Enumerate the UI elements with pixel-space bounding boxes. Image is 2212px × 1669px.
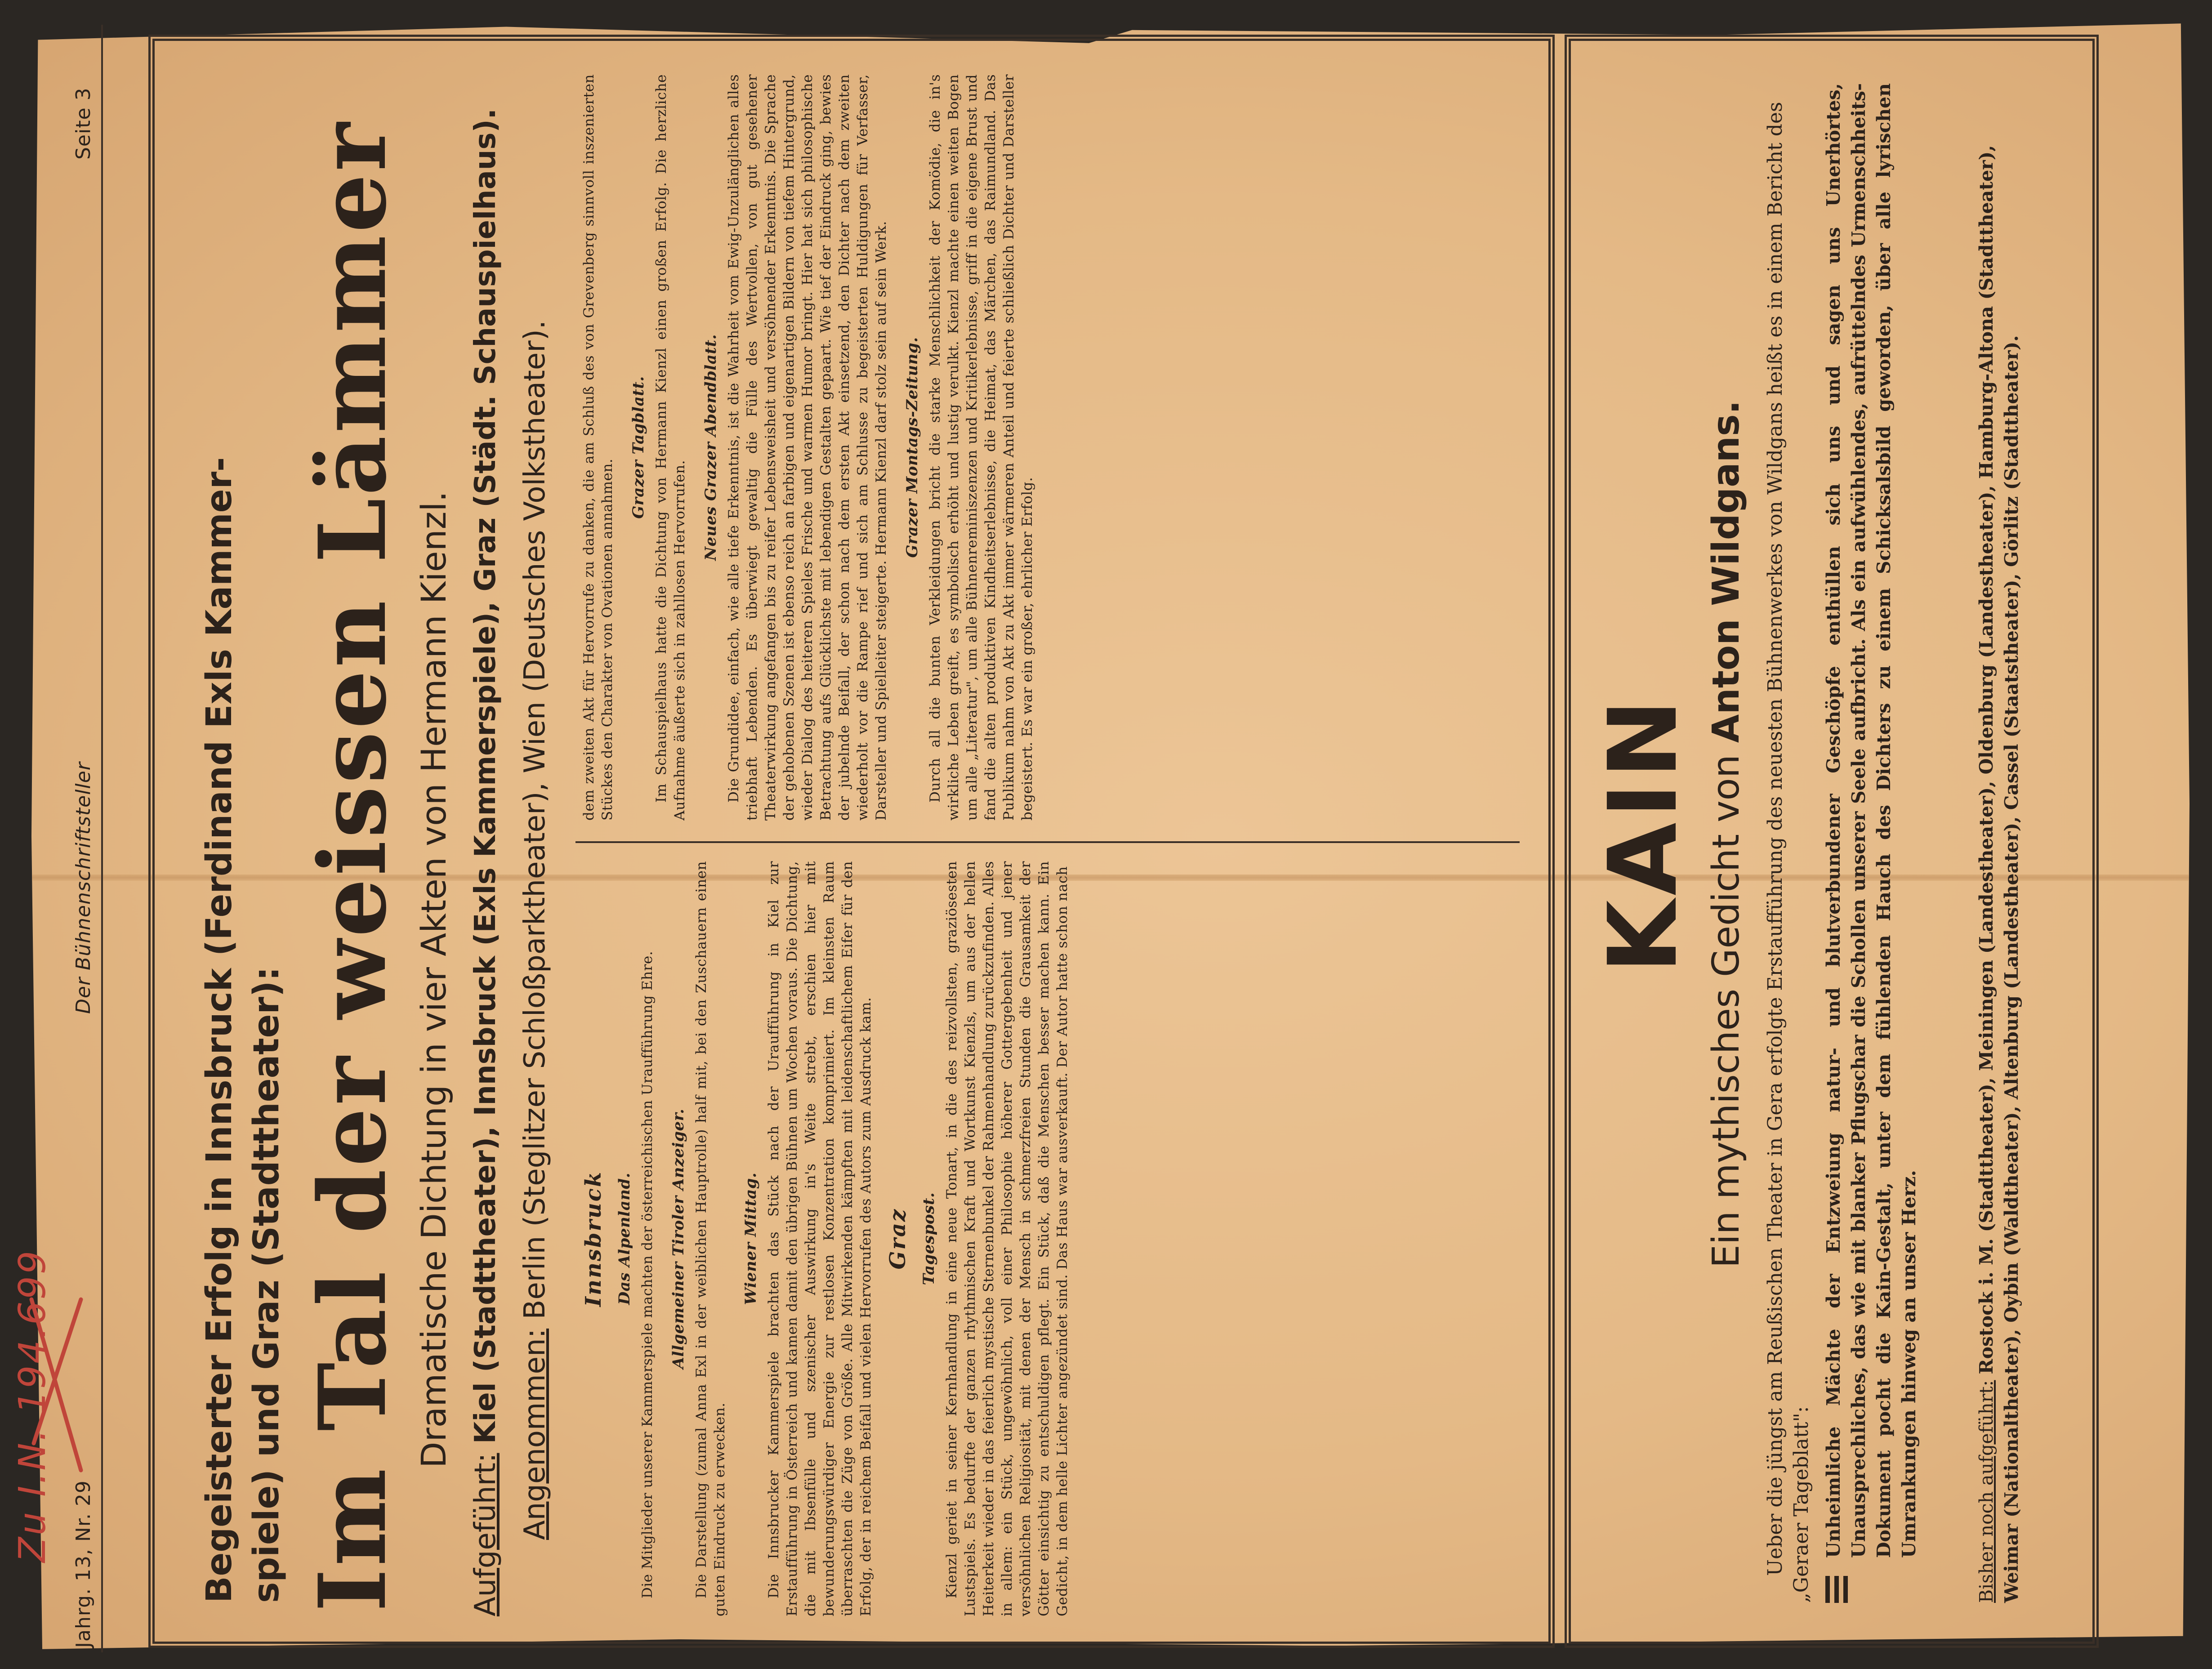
source-neues-grazer-abendblatt: Neues Grazer Abendblatt. [702,334,720,561]
source-alpenland: Das Alpenland. [615,1172,633,1305]
city-innsbruck: Innsbruck [581,1170,606,1307]
review-tagespost-continued: dem zweiten Akt für Hervorrufe zu danken, die am Schluß des von Grevenberg sinnvoll inszenierten Stückes den Charakter von Ovationen annahmen. [581,74,615,821]
city-graz: Graz [885,1208,910,1270]
source-grazer-montags-zeitung: Grazer Montags-Zeitung. [903,337,921,558]
source-tagespost: Tagespost. [920,1192,938,1285]
performed-label: Aufgeführt: [469,1453,502,1616]
reviews-right-column [580,74,1524,821]
reviews-left-column [571,861,1524,1616]
lead-line-2: spiele) und Graz (Stadttheater): [246,967,287,1603]
performed-text: Kiel (Stadttheater), Innsbruck (Exls Kammerspiele), Graz (Städt. Schauspielhaus). [469,108,502,1444]
rotated-page-content [0,2,2212,1666]
issue-number: Jahrg. 13, Nr. 29 [72,1480,95,1648]
archive-handwritten-note: Zu I.N. 194.699 [11,1249,54,1562]
review-grazer-montags-zeitung: Durch all die bunten Verkleidungen bricht die starke Menschlichkeit der Komödie, die in's wirkliche Leben greift, es symbolisch erhöht und lustig verulkt. Kienzl machte einen weiten Bogen um alle „Literatur", um alle Bühnenreminiszenzen und Kritikerlebnisse, griff in die eigene Brust und fand die alten produktiven Kindheitserlebnisse, die Heimat, das Märchen, das Raimundland. Das Publikum nahm von Akt zu Akt immer wärmeren Anteil und feierte schließlich Dichter und Darsteller begeistert. Es war ein großer, ehrlicher Erfolg. [927,74,1035,821]
publication-name: Der Bühnenschriftsteller [72,762,95,1014]
column-divider [575,841,1520,843]
source-grazer-tagblatt: Grazer Tagblatt. [629,376,647,519]
lead-line-1: Begeisterter Erfolg in Innsbruck (Ferdinand Exls Kammer- [199,457,240,1603]
accepted-text: Berlin (Steglitzer Schloßparktheater), Wien (Deutsches Volkstheater). [518,320,552,1320]
quote-bars [1825,1576,1852,1603]
kain-performed-text: Rostock i. M. (Stadttheater), Meiningen (Landestheater), Oldenburg (Landestheater), Hamburg-Altona (Stadttheater), Weimar (Nationaltheater), Oybin (Waldtheater), Altenburg (Landestheater), Cassel (Staatstheater), Görlitz (Stadttheater). [1976,145,2022,1603]
accepted-label: Angenommen: [518,1328,552,1540]
kain-title: KAIN [1588,695,1698,973]
play-subtitle: Dramatische Dichtung in vier Akten von Hermann Kienzl. [414,491,454,1468]
kain-author: Anton Wildgans. [1705,400,1748,743]
review-grazer-tagblatt: Im Schauspielhaus hatte die Dichtung von Hermann Kienzl einen großen Erfolg. Die herzliche Aufnahme äußerte sich in zahllosen Hervorrufen. [653,74,688,821]
kain-performed-line [1974,74,2024,1603]
page-number: Seite 3 [72,87,95,160]
play-title: Im Tal der weissen Lämmer [299,120,407,1612]
kain-performed-label: Bisher noch aufgeführt: [1976,1380,1997,1603]
review-tiroler-anzeiger: Die Darstellung (zumal Anna Exl in der weiblichen Hauptrolle) half mit, bei den Zuschauern einen guten Eindruck zu erwecken. [693,861,728,1616]
kain-subtitle-text: Ein mythisches Gedicht von [1705,754,1748,1268]
review-neues-grazer-abendblatt: Die Grundidee, einfach, wie alle tiefe Erkenntnis, ist die Wahrheit vom Ewig-Unzulänglichen alles triebhaft Lebenden. Es überwiegt gewaltig die Fülle des Wertvollen, von gut gesehener Theaterwirkung angefangen bis zu reifer Lebensweisheit und versöhnender Erkenntnis. Die Sprache der gehobenen Szenen ist ebenso reich an farbigen und eigenartigen Bildern von tiefem Hintergrund, wieder Dialog des heiteren Spieles Frische und warmen Humor bringt. Hier hat sich philosophische Betrachtung aufs Glücklichste mit lebendigen Gestalten gepaart. Wie tief der Eindruck ging, bewies der jubelnde Beifall, der schon nach dem ersten Akt einsetzend, den Dichter nach dem zweiten wiederholt vor die Rampe rief und sich am Schlusse zu begeisterten Huldigungen für Verfasser, Darsteller und Spielleiter steigerte. Hermann Kienzl darf stolz sein auf sein Werk. [726,74,889,821]
source-wiener-mittag: Wiener Mittag. [742,1172,760,1305]
kain-subtitle [1704,2,1749,1666]
kain-intro: Ueber die jüngst am Reußischen Theater in Gera erfolgte Erstaufführung des neuesten Bühnenwerkes von Wildgans heißt es in einem Bericht des „Geraer Tageblatt": [1764,102,1813,1603]
source-tiroler-anzeiger: Allgemeiner Tiroler Anzeiger. [669,1108,687,1369]
kain-review-quote: Unheimliche Mächte der Entzweiung natur- und blutverbundener Geschöpfe enthüllen sich uns und sagen uns Unerhörtes, Unausprechliches, das wie mit blanker Pflugschar die Schollen unserer Seele aufbricht. Als ein aufwühlendes, aufrüttelndes Urmenschheits-Dokument pocht die Kain-Gestalt, unter dem fühlenden Hauch des Dichters zu einem Schicksalsbild geworden, über alle lyrischen Umrankungen hinweg an unser Herz. [1823,83,1920,1558]
review-alpenland: Die Mitglieder unserer Kammerspiele machten der österreichischen Uraufführung Ehre. [639,951,656,1598]
header-rule [101,25,103,1652]
review-tagespost: Kienzl geriet in seiner Kernhandlung in eine neue Tonart, in die des reizvollsten, graziösesten Lustspiels. Es bedurfte der ganzen rhythmischen Kraft und Wortkunst Kienzls, um aus der hellen Heiterkeit wieder in das feierlich mystische Sternenbunkel der Rahmenhandlung zurückzufinden. Alles in allem: ein Stück, ungewöhnlich, voll einer Philosophie höherer Gottergebenheit und jener versöhnlichen Religiosität, mit denen der Mensch in schmerzfreien Stunden die Grausamkeit der Götter einsichtig zu entschuldigen pflegt. Ein Stück, daß die Menschen besser machen kann. Ein Gedicht, in dem helle Lichter angezündet sind. Das Haus war ausverkauft. Der Autor hatte schon nach [944,861,1070,1616]
review-wiener-mittag: Die Innsbrucker Kammerspiele brachten das Stück nach der Uraufführung in Kiel zur Erstaufführung in Österreich und kamen damit den übrigen Bühnen um Wochen voraus. Die Dichtung, die mit Ibsenfülle und szenischer Auswirkung in's Weite strebt, erschien hier mit bewunderungswürdiger Energie zur restlosen Konzentration komprimiert. Im kleinsten Raum überraschten die Züge von Größe. Alle Mitwirkenden kämpften mit leidenschaftlichem Eifer für den Erfolg, der in reichem Beifall und vielen Hervorrufen des Autors zum Ausdruck kam. [766,861,874,1616]
performed-line [468,88,504,1616]
accepted-line [517,56,553,1540]
